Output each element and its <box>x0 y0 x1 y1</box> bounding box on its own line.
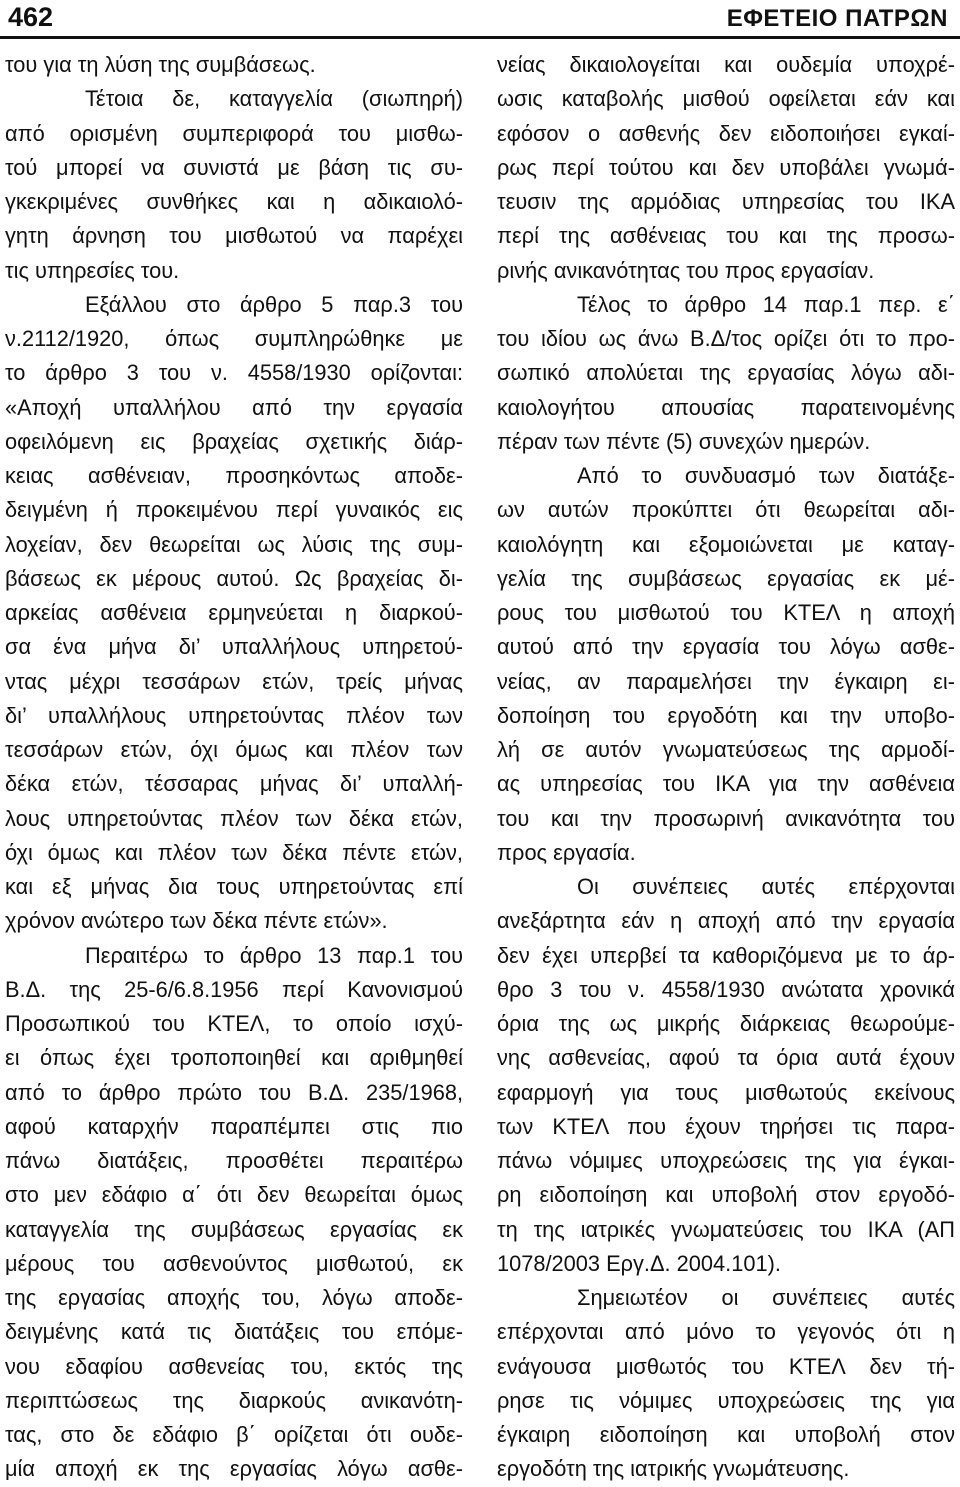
text-line: γητη άρνηση του μισθωτού να παρέχει <box>5 223 463 249</box>
text-line: ρη ειδοποίηση και υποβολή στον εργοδό- <box>497 1182 955 1208</box>
text-line: ενάγουσα μισθωτός του ΚΤΕΛ δεν τή- <box>497 1353 955 1379</box>
text-line: δι’ υπαλλήλους υπηρετούντας πλέον των <box>5 702 463 728</box>
text-line: ανεξάρτητα εάν η αποχή από την εργασία <box>497 908 955 934</box>
text-line: δειγμένη ή προκειμένου περί γυναικός εις <box>5 497 463 523</box>
text-line: νείας, αν παραμελήσει την έγκαιρη ει- <box>497 668 955 694</box>
text-line: τεσσάρων ετών, όχι όμως και πλέον των <box>5 737 463 762</box>
text-line: τις υπηρεσίες του. <box>5 257 180 283</box>
text-line: δέκα ετών, τέσσαρας μήνας δι’ υπαλλή- <box>5 771 463 797</box>
text-line: Προσωπικού του ΚΤΕΛ, το οποίο ισχύ- <box>5 1011 463 1036</box>
text-line: Περαιτέρω το άρθρο 13 παρ.1 του <box>85 942 463 968</box>
text-line: δεν έχει υπερβεί τα καθοριζόμενα με το άρ- <box>497 942 955 968</box>
text-line: ρους του μισθωτού του ΚΤΕΛ η αποχή <box>497 600 955 625</box>
text-line: καιολογήτου απουσίας παρατεινομένης <box>497 394 955 420</box>
text-line: δειγμένης κατά τις διατάξεις του επόμε- <box>5 1319 463 1345</box>
text-line: Από το συνδυασμό των διατάξε- <box>577 463 955 488</box>
text-line: τευσιν της αρμόδιας υπηρεσίας του ΙΚΑ <box>497 189 955 214</box>
text-line: Σημειωτέον οι συνέπειες αυτές <box>577 1285 955 1310</box>
text-line: όρια της ως μικρής διάρκειας θεωρούμε- <box>497 1011 955 1036</box>
text-line: πάνω νόμιμες υποχρεώσεις της για έγκαι- <box>497 1148 955 1173</box>
text-line: λοχείαν, δεν θεωρείται ως λύσις της συμ- <box>5 531 463 557</box>
text-line: επέρχονται από μόνο το γεγονός ότι η <box>497 1319 955 1345</box>
text-line: του και την προσωρινή ανικανότητα του <box>497 805 955 831</box>
text-line: νείας δικαιολογείται και ουδεμία υποχρέ- <box>497 52 955 77</box>
text-line: το άρθρο 3 του ν. 4558/1930 ορίζονται: <box>5 360 463 386</box>
text-line: όχι όμως και πλέον των δέκα πέντε ετών, <box>5 839 463 865</box>
text-line: σωπικό απολύεται της εργασίας λόγω αδι- <box>497 360 955 386</box>
text-line: πάνω διατάξεις, προσθέτει περαιτέρω <box>5 1148 463 1173</box>
text-line: ρησε τις νόμιμες υποχρεώσεις της για <box>497 1387 955 1413</box>
text-line: του ιδίου ως άνω Β.Δ/τος ορίζει ότι το προ- <box>497 326 955 351</box>
text-line: σα ένα μήνα δι’ υπαλλήλους υπηρετού- <box>5 634 463 660</box>
page-header <box>0 0 960 36</box>
text-line: λους υπηρετούντας πλέον των δέκα ετών, <box>5 805 463 831</box>
text-line: 1078/2003 Εργ.Δ. 2004.101). <box>497 1250 781 1276</box>
text-line: δοποίηση του εργοδότη και την υποβο- <box>497 702 955 728</box>
text-line: καταγγελία της συμβάσεως εργασίας εκ <box>5 1216 463 1242</box>
text-line: τας, στο δε εδάφιο β΄ ορίζεται ότι ουδε- <box>5 1422 463 1447</box>
text-line: περιπτώσεως της διαρκούς ανικανότη- <box>5 1387 463 1413</box>
text-line: από ορισμένη συμπεριφορά του μισθω- <box>5 120 463 146</box>
text-line: μία αποχή εκ της εργασίας λόγω ασθε- <box>5 1456 463 1482</box>
text-line: ωσις καταβολής μισθού οφείλεται εάν και <box>497 86 955 112</box>
text-line: των ΚΤΕΛ που έχουν τηρήσει τις παρα- <box>497 1113 955 1139</box>
left-text-column <box>5 48 463 1487</box>
text-line: πέραν των πέντε (5) συνεχών ημερών. <box>497 428 871 454</box>
text-line: αρκείας ασθένεια ερμηνεύεται η διαρκού- <box>5 600 463 625</box>
text-line: ντας μέχρι τεσσάρων ετών, τρείς μήνας <box>5 668 463 694</box>
text-line: ει όπως έχει τροποποιηθεί και αριθμηθεί <box>5 1045 463 1071</box>
text-line: γκεκριμένες συνθήκες και η αδικαιολό- <box>5 189 463 214</box>
text-line: ας υπηρεσίας του ΙΚΑ για την ασθένεια <box>497 771 955 797</box>
text-line: έγκαιρη ειδοποίηση και υποβολή στον <box>497 1422 955 1447</box>
right-text-column <box>497 48 955 1487</box>
text-line: εφόσον ο ασθενής δεν ειδοποιήσει εγκαί- <box>497 120 955 146</box>
text-line: ων αυτών προκύπτει ότι θεωρείται αδι- <box>497 497 955 523</box>
text-line: τού μπορεί να συνιστά με βάση τις συ- <box>5 154 463 180</box>
page-number: 462 <box>8 2 54 32</box>
text-line: Β.Δ. της 25-6/6.8.1956 περί Κανονισμού <box>5 976 463 1002</box>
text-line: περί της ασθένειας του και της προσω- <box>497 223 955 249</box>
text-line: εφαρμογή για τους μισθωτούς εκείνους <box>497 1079 955 1105</box>
text-line: βάσεως εκ μέρους αυτού. Ως βραχείας δι- <box>5 565 463 591</box>
text-line: κειας ασθένειαν, προσηκόντως αποδε- <box>5 463 463 488</box>
text-line: λή σε αυτόν γνωματεύσεως της αρμοδί- <box>497 737 955 762</box>
text-line: της εργασίας αποχής του, λόγω αποδε- <box>5 1285 463 1310</box>
text-line: καιολόγητη και εξομοιώνεται με καταγ- <box>497 531 955 557</box>
text-line: του για τη λύση της συμβάσεως. <box>5 52 316 77</box>
text-line: Τέτοια δε, καταγγελία (σιωπηρή) <box>85 86 463 112</box>
header-rule <box>0 36 960 39</box>
text-line: νου εδαφίου ασθενείας του, εκτός της <box>5 1353 463 1379</box>
text-line: τη της ιατρικές γνωματεύσεις του ΙΚΑ (ΑΠ <box>497 1216 955 1242</box>
text-line: ν.2112/1920, όπως συμπληρώθηκε με <box>5 326 463 351</box>
text-line: ρινής ανικανότητας του προς εργασίαν. <box>497 257 875 283</box>
text-line: γελία της συμβάσεως εργασίας εκ μέ- <box>497 565 955 591</box>
text-line: χρόνον ανώτερο των δέκα πέντε ετών». <box>5 908 388 934</box>
text-line: νης ασθενείας, αφού τα όρια αυτά έχουν <box>497 1045 955 1071</box>
text-line: ρως περί τούτου και δεν υποβάλει γνωμά- <box>497 154 955 180</box>
text-line: Οι συνέπειες αυτές επέρχονται <box>577 874 955 899</box>
text-line: οφειλόμενη εις βραχείας σχετικής διάρ- <box>5 428 463 454</box>
journal-title: ΕΦΕΤΕΙΟ ΠΑΤΡΩΝ <box>726 5 948 32</box>
text-line: εργοδότη της ιατρικής γνωμάτευσης. <box>497 1456 850 1482</box>
text-line: αφού καταρχήν παραπέμπει στις πιο <box>5 1113 463 1139</box>
text-line: Τέλος το άρθρο 14 παρ.1 περ. ε΄ <box>577 291 955 317</box>
text-line: αυτού από την εργασία του λόγω ασθε- <box>497 634 955 660</box>
text-line: Εξάλλου στο άρθρο 5 παρ.3 του <box>85 291 463 317</box>
text-line: από το άρθρο πρώτο του Β.Δ. 235/1968, <box>5 1079 463 1105</box>
text-line: μέρους του ασθενούντος μισθωτού, εκ <box>5 1250 463 1276</box>
text-line: προς εργασία. <box>497 839 636 865</box>
text-line: στο μεν εδάφιο α΄ ότι δεν θεωρείται όμως <box>5 1182 463 1208</box>
text-line: θρο 3 του ν. 4558/1930 ανώτατα χρονικά <box>497 976 955 1002</box>
text-line: και εξ μήνας δια τους υπηρετούντας επί <box>5 874 463 899</box>
text-line: «Αποχή υπαλλήλου από την εργασία <box>5 394 463 420</box>
